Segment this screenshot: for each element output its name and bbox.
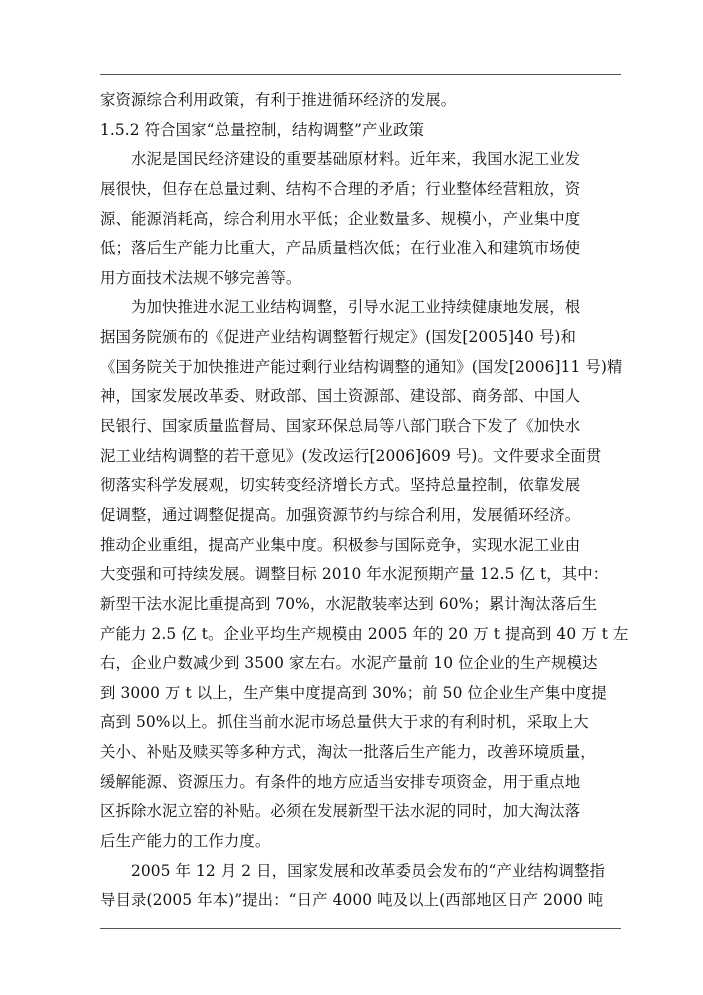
text-line: 水泥是国民经济建设的重要基础原材料。近年来，我国水泥工业发 <box>131 150 581 169</box>
text-line: 泥工业结构调整的若干意见》(发改运行[2006]609 号)。文件要求全面贯 <box>100 446 602 465</box>
text-line: 缓解能源、资源压力。有条件的地方应适当安排专项资金，用于重点地 <box>100 772 581 791</box>
text-line: 据国务院颁布的《促进产业结构调整暂行规定》(国发[2005]40 号)和 <box>100 328 577 347</box>
text-line: 新型干法水泥比重提高到 70%，水泥散装率达到 60%；累计淘汰落后生 <box>100 594 598 613</box>
text-line: 《国务院关于加快推进产能过剩行业结构调整的通知》(国发[2006]11 号)精 <box>100 357 623 376</box>
text-line: 右，企业户数减少到 3500 家左右。水泥产量前 10 位企业的生产规模达 <box>100 654 598 673</box>
text-line: 用方面技术法规不够完善等。 <box>100 268 302 287</box>
text-line: 推动企业重组，提高产业集中度。积极参与国际竞争，实现水泥工业由 <box>100 535 581 554</box>
section-heading: 1.5.2 符合国家“总量控制，结构调整”产业政策 <box>100 120 424 139</box>
text-line: 产能力 2.5 亿 t。企业平均生产规模由 2005 年的 20 万 t 提高到 40 万 t 左 <box>100 624 629 643</box>
text-line: 区拆除水泥立窑的补贴。必须在发展新型干法水泥的同时，加大淘汰落 <box>100 802 581 821</box>
text-line: 低；落后生产能力比重大，产品质量档次低；在行业准入和建筑市场使 <box>100 239 581 258</box>
text-line: 展很快，但存在总量过剩、结构不合理的矛盾；行业整体经营粗放，资 <box>100 179 581 198</box>
text-line: 彻落实科学发展观，切实转变经济增长方式。坚持总量控制，依靠发展 <box>100 476 581 495</box>
document-body <box>100 86 629 916</box>
text-line: 到 3000 万 t 以上，生产集中度提高到 30%；前 50 位企业生产集中度提 <box>100 683 607 702</box>
text-line: 为加快推进水泥工业结构调整，引导水泥工业持续健康地发展，根 <box>131 298 581 317</box>
text-line: 促调整，通过调整促提高。加强资源节约与综合利用，发展循环经济。 <box>100 505 581 524</box>
text-line: 关小、补贴及赎买等多种方式，淘汰一批落后生产能力，改善环境质量， <box>100 743 596 762</box>
text-line: 高到 50%以上。抓住当前水泥市场总量供大于求的有利时机，采取上大 <box>100 713 589 732</box>
footer-rule <box>100 928 621 929</box>
text-line: 导目录(2005 年本)”提出：“日产 4000 吨及以上(西部地区日产 2000 吨 <box>100 891 604 910</box>
text-line: 民银行、国家质量监督局、国家环保总局等八部门联合下发了《加快水 <box>100 417 581 436</box>
text-line: 大变强和可持续发展。调整目标 2010 年水泥预期产量 12.5 亿 t，其中： <box>100 565 609 584</box>
text-line: 家资源综合利用政策，有利于推进循环经济的发展。 <box>100 91 457 109</box>
text-line: 2005 年 12 月 2 日，国家发展和改革委员会发布的“产业结构调整指 <box>131 861 605 880</box>
text-line: 源、能源消耗高，综合利用水平低；企业数量多、规模小，产业集中度 <box>100 209 581 228</box>
text-line: 神，国家发展改革委、财政部、国土资源部、建设部、商务部、中国人 <box>100 387 581 406</box>
text-line: 后生产能力的工作力度。 <box>100 832 271 851</box>
header-rule <box>100 74 621 75</box>
